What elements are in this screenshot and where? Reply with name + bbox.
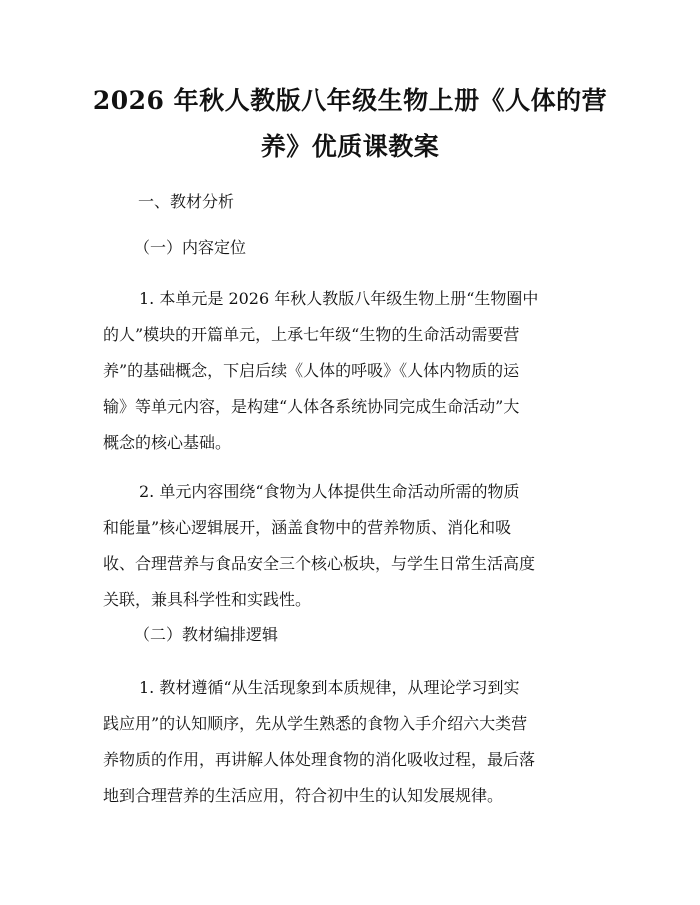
paragraph-line: 践应用”的认知顺序，先从学生熟悉的食物入手介绍六大类营 [103, 714, 528, 733]
paragraph-line: 概念的核心基础。 [103, 433, 232, 452]
paragraph-unit-positioning [103, 281, 605, 461]
document-title-line-2: 养》优质课教案 [260, 132, 440, 161]
subsection-heading-arrangement-logic: （二）教材编排逻辑 [134, 625, 279, 644]
paragraph-line: 和能量”核心逻辑展开，涵盖食物中的营养物质、消化和吸 [103, 518, 512, 537]
paragraph-arrangement-logic [103, 670, 605, 814]
section-heading-textbook-analysis: 一、教材分析 [138, 192, 235, 211]
paragraph-line: 收、合理营养与食品安全三个核心板块，与学生日常生活高度 [103, 554, 536, 573]
paragraph-unit-content [103, 474, 605, 618]
paragraph-line: 养物质的作用，再讲解人体处理食物的消化吸收过程，最后落 [103, 750, 536, 769]
paragraph-line: 的人”模块的开篇单元，上承七年级“生物的生命活动需要营 [103, 325, 520, 344]
paragraph-line: 养”的基础概念，下启后续《人体的呼吸》《人体内物质的运 [103, 361, 520, 380]
paragraph-line: 地到合理营养的生活应用，符合初中生的认知发展规律。 [103, 786, 504, 805]
paragraph-line: 2. 单元内容围绕“食物为人体提供生命活动所需的物质 [139, 482, 520, 501]
paragraph-line: 1. 本单元是 2026 年秋人教版八年级生物上册“生物圈中 [139, 289, 539, 308]
paragraph-line: 关联，兼具科学性和实践性。 [103, 590, 312, 609]
subsection-heading-content-positioning: （一）内容定位 [134, 238, 247, 257]
document-title-line-1: 2026 年秋人教版八年级生物上册《人体的营 [92, 86, 608, 115]
paragraph-line: 输》等单元内容，是构建“人体各系统协同完成生命活动”大 [103, 397, 520, 416]
paragraph-line: 1. 教材遵循“从生活现象到本质规律，从理论学习到实 [139, 678, 520, 697]
